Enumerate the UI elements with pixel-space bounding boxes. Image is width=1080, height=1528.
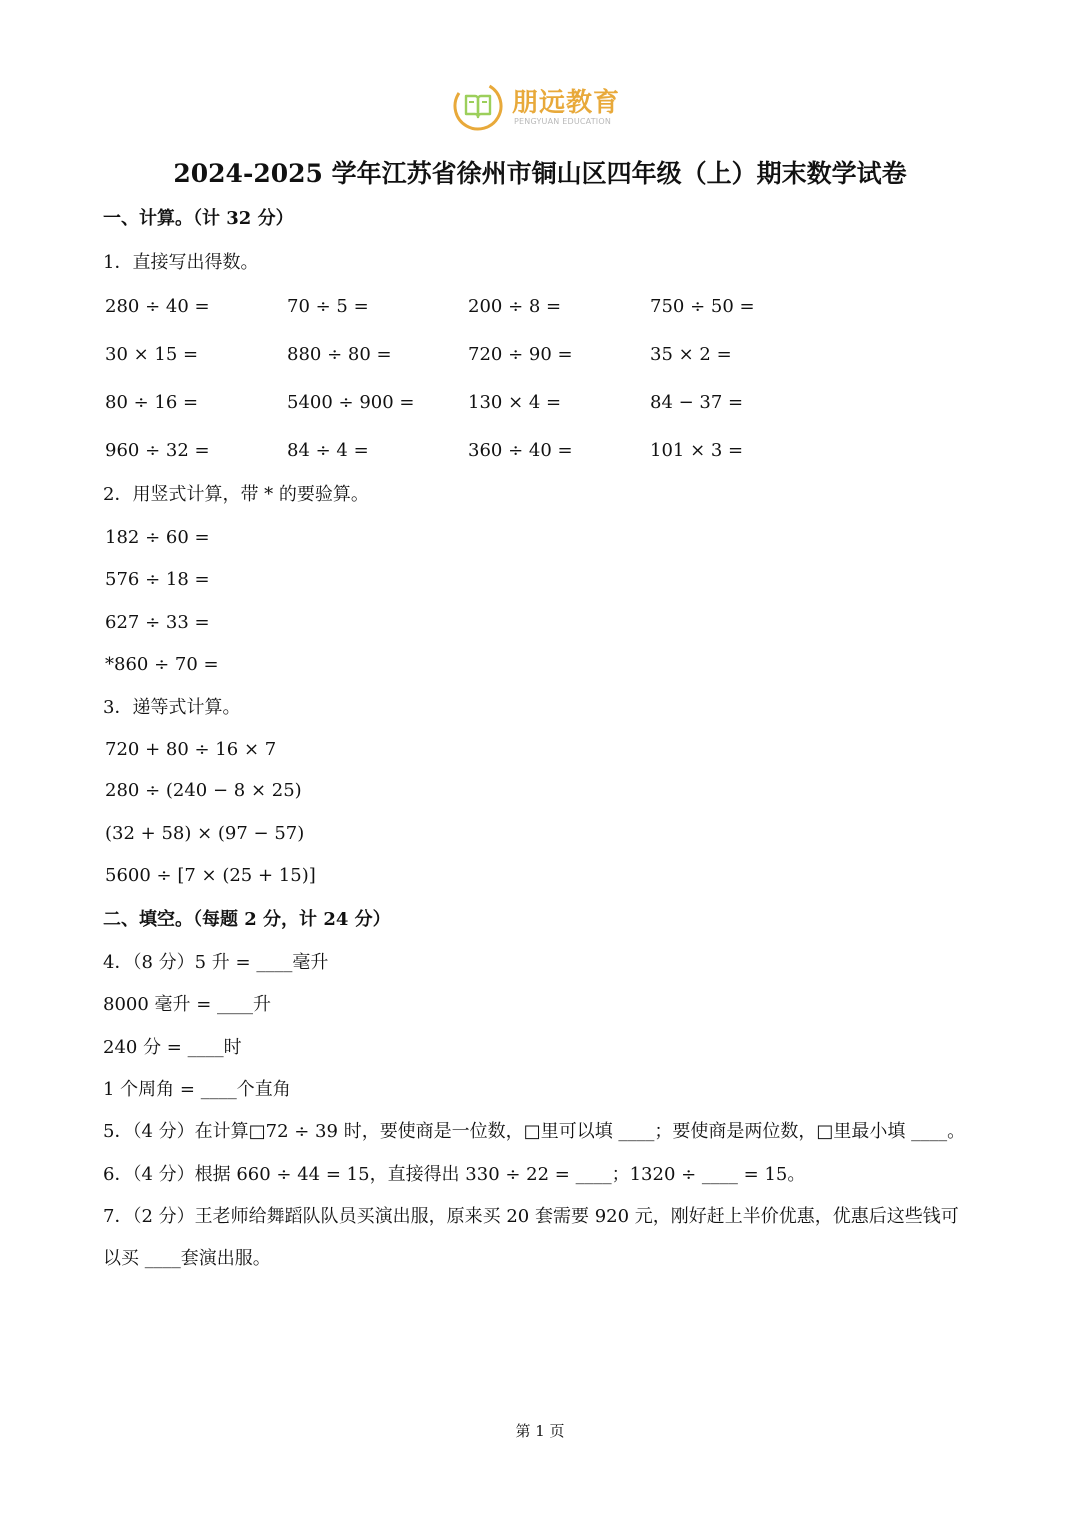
question-2-prompt: 2．用竖式计算，带 * 的要验算。	[103, 484, 369, 505]
calc-item: 80 ÷ 16 =	[105, 392, 199, 413]
question-7-line: 以买 ____套演出服。	[103, 1248, 271, 1269]
calc-item: 200 ÷ 8 =	[468, 296, 562, 317]
question-3-prompt: 3．递等式计算。	[103, 697, 241, 718]
calc-item: 960 ÷ 32 =	[105, 440, 210, 461]
step-calc-item: 720 + 80 ÷ 16 × 7	[105, 739, 277, 760]
question-6: 6．（4 分）根据 660 ÷ 44 = 15，直接得出 330 ÷ 22 = ____；1320 ÷ ____ = 15。	[103, 1164, 806, 1185]
calc-item: 84 − 37 =	[650, 392, 744, 413]
calc-item: 280 ÷ 40 =	[105, 296, 210, 317]
section-1-heading: 一、计算。（计 32 分）	[103, 208, 294, 229]
calc-item: 101 × 3 =	[650, 440, 744, 461]
calc-item: 5400 ÷ 900 =	[287, 392, 415, 413]
question-5: 5．（4 分）在计算□72 ÷ 39 时，要使商是一位数，□里可以填 ____；要使商是两位数，□里最小填 ____。	[103, 1121, 966, 1142]
logo-subtitle: PENGYUAN EDUCATION	[514, 117, 612, 126]
logo-name: 朋远教育	[512, 88, 621, 118]
step-calc-item: (32 + 58) × (97 − 57)	[105, 823, 305, 844]
open-book-icon	[452, 80, 504, 132]
calc-item: 750 ÷ 50 =	[650, 296, 755, 317]
calc-item: 30 × 15 =	[105, 344, 199, 365]
logo	[452, 80, 642, 136]
vertical-calc-item: 627 ÷ 33 =	[105, 612, 210, 633]
step-calc-item: 5600 ÷ [7 × (25 + 15)]	[105, 865, 316, 886]
calc-item: 130 × 4 =	[468, 392, 562, 413]
page-number: 第 1 页	[515, 1422, 565, 1440]
question-4-line: 240 分 = ____时	[103, 1037, 242, 1058]
calc-item: 360 ÷ 40 =	[468, 440, 573, 461]
calc-item: 35 × 2 =	[650, 344, 732, 365]
step-calc-item: 280 ÷ (240 − 8 × 25)	[105, 780, 302, 801]
question-4-line: 1 个周角 = ____个直角	[103, 1079, 291, 1100]
calc-item: 70 ÷ 5 =	[287, 296, 369, 317]
question-4-line: 8000 毫升 = ____升	[103, 994, 272, 1015]
calc-item: 880 ÷ 80 =	[287, 344, 392, 365]
question-7-line: 7．（2 分）王老师给舞蹈队队员买演出服，原来买 20 套需要 920 元，刚好赶上半价优惠，优惠后这些钱可	[103, 1206, 959, 1227]
calc-item: 720 ÷ 90 =	[468, 344, 573, 365]
vertical-calc-item: 182 ÷ 60 =	[105, 527, 210, 548]
vertical-calc-item: 576 ÷ 18 =	[105, 569, 210, 590]
question-4-line: 4．（8 分）5 升 = ____毫升	[103, 952, 329, 973]
section-2-heading: 二、填空。（每题 2 分，计 24 分）	[103, 909, 391, 930]
question-1-prompt: 1．直接写出得数。	[103, 252, 259, 273]
vertical-calc-item: *860 ÷ 70 =	[105, 654, 219, 675]
calc-item: 84 ÷ 4 =	[287, 440, 369, 461]
page-title: 2024-2025 学年江苏省徐州市铜山区四年级（上）期末数学试卷	[173, 159, 907, 188]
